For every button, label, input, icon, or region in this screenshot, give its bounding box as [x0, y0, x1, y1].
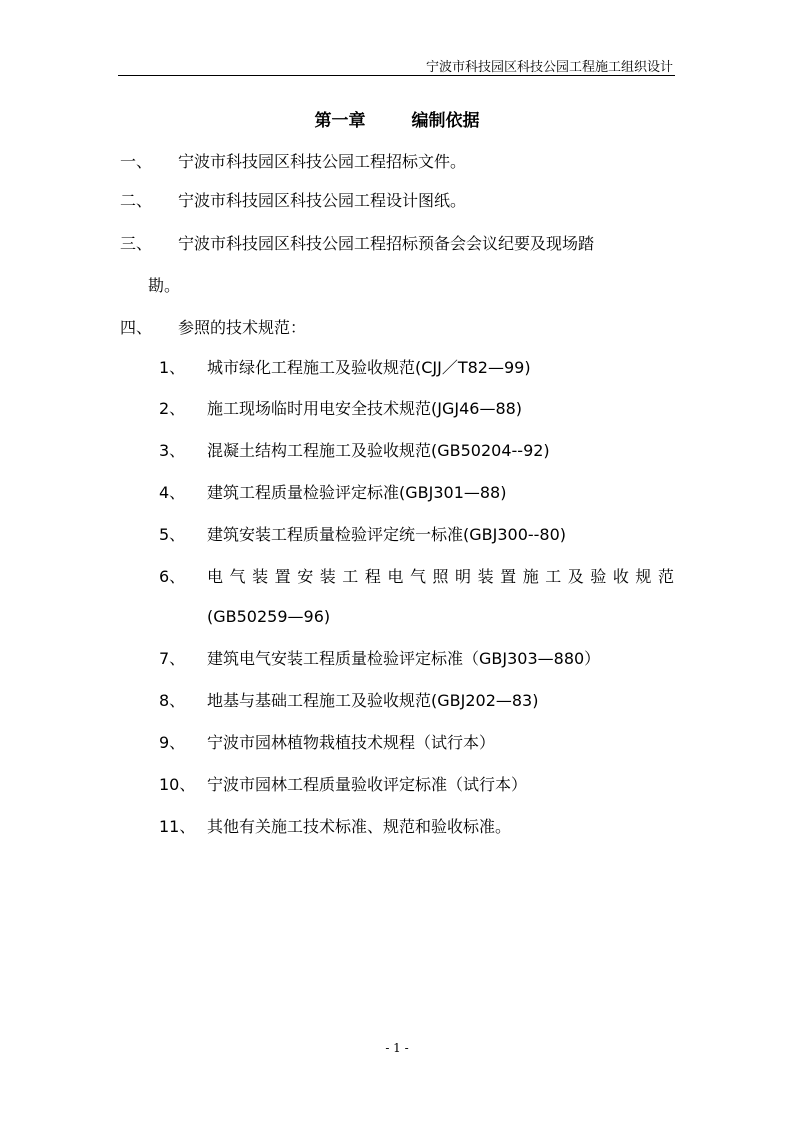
item-text: 宁波市科技园区科技公园工程招标文件。	[178, 152, 467, 171]
standard-text: 地基与基础工程施工及验收规范(GBJ202—83)	[207, 691, 539, 710]
standard-label: 7、	[159, 649, 186, 668]
item-label: 二、	[120, 191, 153, 210]
standard-item-continuation	[207, 606, 330, 628]
header-divider	[118, 75, 675, 76]
standard-text: 其他有关施工技术标准、规范和验收标准。	[207, 817, 512, 836]
page-header-title: 宁波市科技园区科技公园工程施工组织设计	[425, 60, 673, 75]
standard-label: 10、	[159, 775, 196, 794]
standard-text: 建筑电气安装工程质量检验评定标准（GBJ303—880）	[207, 649, 601, 668]
standard-text: 宁波市园林植物栽植技术规程（试行本）	[207, 733, 496, 752]
standard-label: 11、	[159, 817, 196, 836]
standard-text: 混凝土结构工程施工及验收规范(GB50204--92)	[207, 441, 550, 460]
item-text: 参照的技术规范：	[178, 318, 307, 337]
item-label: 四、	[120, 318, 153, 337]
page-number: - 1 -	[385, 1041, 409, 1055]
item-label: 一、	[120, 152, 153, 171]
standard-label: 9、	[159, 733, 186, 752]
standard-label: 1、	[159, 358, 186, 377]
chapter-heading	[0, 106, 794, 131]
standard-text: 建筑安装工程质量检验评定统一标准(GBJ300--80)	[207, 525, 567, 544]
standard-label: 8、	[159, 691, 186, 710]
standard-label: 4、	[159, 483, 186, 502]
chapter-title: 编制依据	[411, 111, 480, 131]
item-text: 宁波市科技园区科技公园工程设计图纸。	[178, 191, 467, 210]
item-text: 宁波市科技园区科技公园工程招标预备会会议纪要及现场踏	[178, 234, 595, 253]
standard-label: 3、	[159, 441, 186, 460]
standard-label: 5、	[159, 525, 186, 544]
standard-text: 宁波市园林工程质量验收评定标准（试行本）	[207, 775, 528, 794]
item-label: 三、	[120, 234, 153, 253]
standard-text: 城市绿化工程施工及验收规范(CJJ／T82—99)	[207, 358, 531, 377]
chapter-number: 第一章	[314, 111, 366, 131]
standard-label: 2、	[159, 399, 186, 418]
standard-text: 电气装置安装工程电气照明装置施工及验收规范	[207, 567, 674, 586]
standard-text: 施工现场临时用电安全技术规范(JGJ46—88)	[207, 399, 523, 418]
standard-text: 建筑工程质量检验评定标准(GBJ301—88)	[207, 483, 507, 502]
standard-label: 6、	[159, 567, 186, 586]
standard-text-continuation: (GB50259—96)	[207, 607, 331, 626]
list-item-continuation	[148, 275, 180, 297]
item-text-continuation: 勘。	[148, 276, 181, 295]
